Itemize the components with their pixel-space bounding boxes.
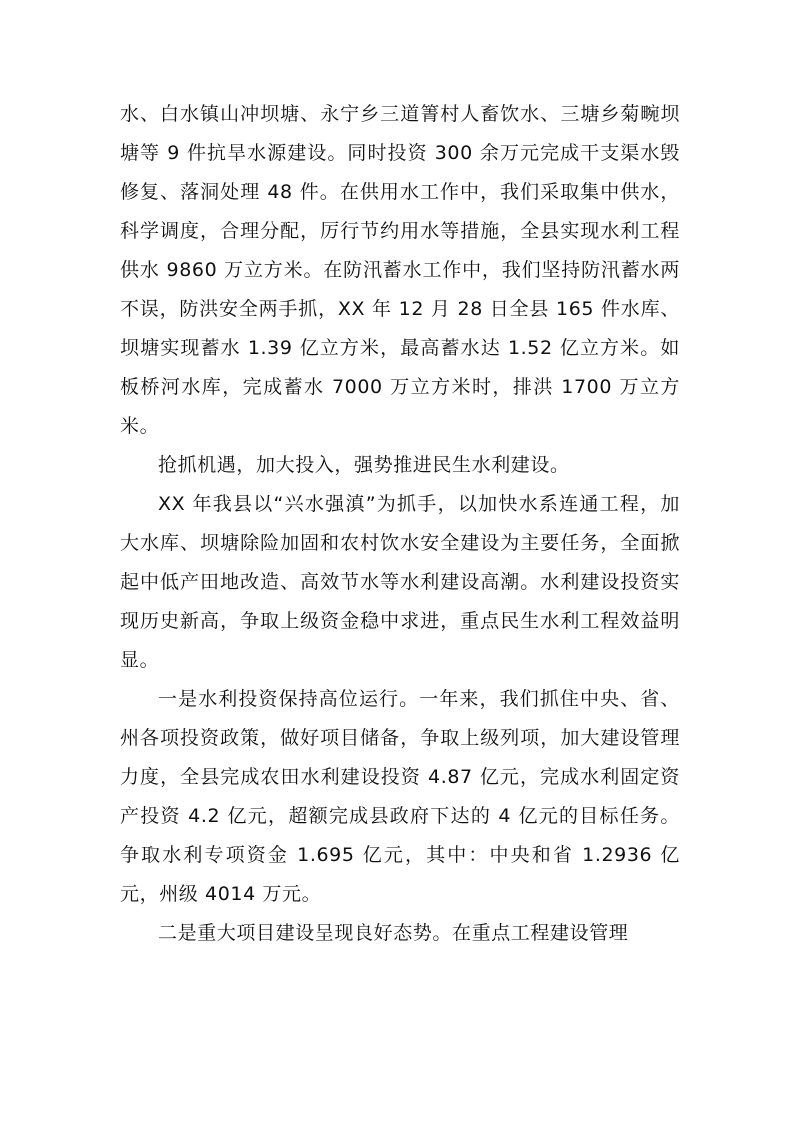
- document-body: [120, 95, 680, 953]
- paragraph-major-projects: 二是重大项目建设呈现良好态势。在重点工程建设管理: [158, 922, 629, 944]
- paragraph-investment-operation: 一是水利投资保持高位运行。一年来，我们抓住中央、省、州各项投资政策，做好项目储备，争取上级列项，加大建设管理力度，全县完成农田水利建设投资 4.87 亿元，完成水利固定资产投资 4.2 亿元，超额完成县政府下达的 4 亿元的目标任务。争取水利专项资金 1.695 亿元，其中：中央和省 1.2936 亿元，州级 4014 万元。: [120, 688, 680, 905]
- paragraph-drought-water-supply: 水、白水镇山冲坝塘、永宁乡三道箐村人畜饮水、三塘乡菊畹坝塘等 9 件抗旱水源建设。同时投资 300 余万元完成干支渠水毁修复、落洞处理 48 件。在供用水工作中，我们采取集中供水，科学调度，合理分配，厉行节约用水等措施，全县实现水利工程供水 9860 万立方米。在防汛蓄水工作中，我们坚持防汛蓄水两不误，防洪安全两手抓，XX 年 12 月 28 日全县 165 件水库、坝塘实现蓄水 1.39 亿立方米，最高蓄水达 1.52 亿立方米。如板桥河水库，完成蓄水 7000 万立方米时，排洪 1700 万立方米。: [120, 103, 680, 437]
- paragraph-water-construction: XX 年我县以“兴水强滇”为抓手，以加快水系连通工程，加大水库、坝塘除险加固和农村饮水安全建设为主要任务，全面掀起中低产田地改造、高效节水等水利建设高潮。水利建设投资实现历史新高，争取上级资金稳中求进，重点民生水利工程效益明显。: [120, 493, 680, 671]
- paragraph-heading-investment: 抢抓机遇，加大投入，强势推进民生水利建设。: [158, 454, 570, 476]
